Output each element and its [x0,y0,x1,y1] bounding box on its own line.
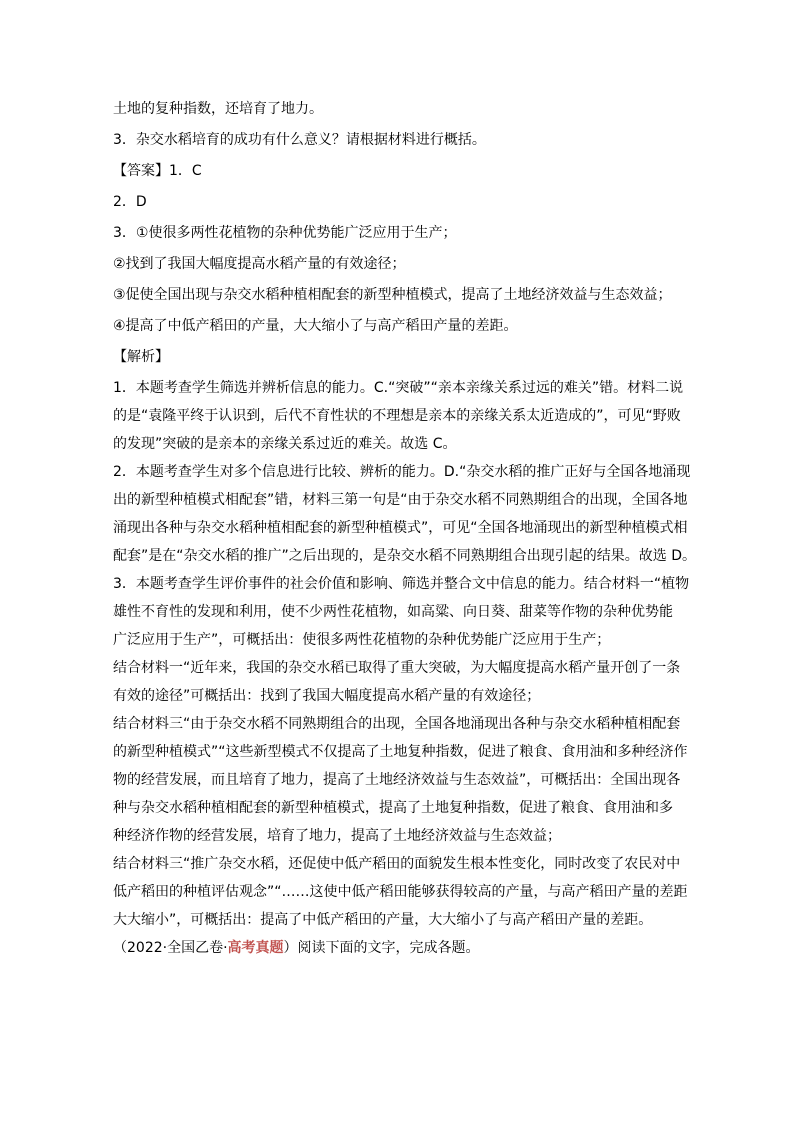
answer-3-item-3: ③促使全国出现与杂交水稻种植相配套的新型种植模式，提高了土地经济效益与生态效益； [113,287,672,303]
analysis-line: 3．本题考查学生评价事件的社会价值和影响、筛选并整合文中信息的能力。结合材料一“植物 [113,576,690,592]
analysis-section [113,379,696,929]
analysis-line: 的是“袁隆平终于认识到，后代不育性状的不理想是亲本的亲缘关系太近造成的”，可见“野败 [113,408,681,424]
answer-heading: 【答案】1．C [113,163,202,179]
answer-section [113,100,681,366]
answer-2: 2．D [113,194,147,210]
source-suffix: ）阅读下面的文字，完成各题。 [283,940,480,956]
source-line [113,939,681,957]
analysis-line: 有效的途径”可概括出：找到了我国大幅度提高水稻产量的有效途径； [113,688,541,704]
analysis-line: 广泛应用于生产”，可概括出：使很多两性花植物的杂种优势能广泛应用于生产； [113,632,611,648]
analysis-heading: 【解析】 [113,349,169,365]
answer-3-item-4: ④提高了中低产稻田的产量，大大缩小了与高产稻田产量的差距。 [113,318,518,334]
analysis-line: 配套”是在“杂交水稻的推广”之后出现的，是杂交水稻不同熟期组合出现引起的结果。故选 D。 [113,548,696,564]
answer-3-item-1: 3．①使很多两性花植物的杂种优势能广泛应用于生产； [113,225,457,241]
analysis-line: 结合材料三“推广杂交水稻，还促使中低产稻田的面貌发生根本性变化，同时改变了农民对中 [113,856,681,872]
analysis-line: 2．本题考查学生对多个信息进行比较、辨析的能力。D.“杂交水稻的推广正好与全国各地涌现 [113,464,691,480]
analysis-line: 结合材料三“由于杂交水稻不同熟期组合的出现，全国各地涌现出各种与杂交水稻种植相配套 [113,716,681,732]
document-page [113,100,696,957]
source-highlight: 高考真题 [227,940,284,956]
analysis-line: 大大缩小”，可概括出：提高了中低产稻田的产量，大大缩小了与高产稻田产量的差距。 [113,912,653,928]
text-line: 土地的复种指数，还培育了地力。 [113,101,323,117]
source-prefix: （2022·全国乙卷· [113,940,228,956]
analysis-line: 物的经营发展，而且培育了地力，提高了土地经济效益与生态效益”，可概括出：全国出现各 [113,772,681,788]
question-3: 3．杂交水稻培育的成功有什么意义？请根据材料进行概括。 [113,132,486,148]
analysis-line: 涌现出各种与杂交水稻种植相配套的新型种植模式”，可见“全国各地涌现出的新型种植模式相 [113,520,688,536]
analysis-line: 结合材料一“近年来，我国的杂交水稻已取得了重大突破，为大幅度提高水稻产量开创了一条 [113,660,681,676]
analysis-line: 种经济作物的经营发展，培育了地力，提高了土地经济效益与生态效益； [113,828,561,844]
answer-3-item-2: ②找到了我国大幅度提高水稻产量的有效途径； [113,256,406,272]
analysis-line: 的新型种植模式”“这些新型模式不仅提高了土地复种指数，促进了粮食、食用油和多种经济作 [113,744,688,760]
analysis-line: 出的新型种植模式相配套”错，材料三第一句是“由于杂交水稻不同熟期组合的出现，全国各地 [113,492,688,508]
analysis-line: 雄性不育性的发现和利用，使不少两性花植物，如高粱、向日葵、甜菜等作物的杂种优势能 [113,604,673,620]
analysis-line: 1．本题考查学生筛选并辨析信息的能力。C.“突破”“亲本亲缘关系过远的难关”错。材料二说 [113,380,684,396]
analysis-line: 低产稻田的种植评估观念”“……这使中低产稻田能够获得较高的产量，与高产稻田产量的差距 [113,884,688,900]
analysis-line: 的发现”突破的是亲本的亲缘关系过近的难关。故选 C。 [113,436,457,452]
analysis-line: 种与杂交水稻种植相配套的新型种植模式，提高了土地复种指数，促进了粮食、食用油和多 [113,800,673,816]
